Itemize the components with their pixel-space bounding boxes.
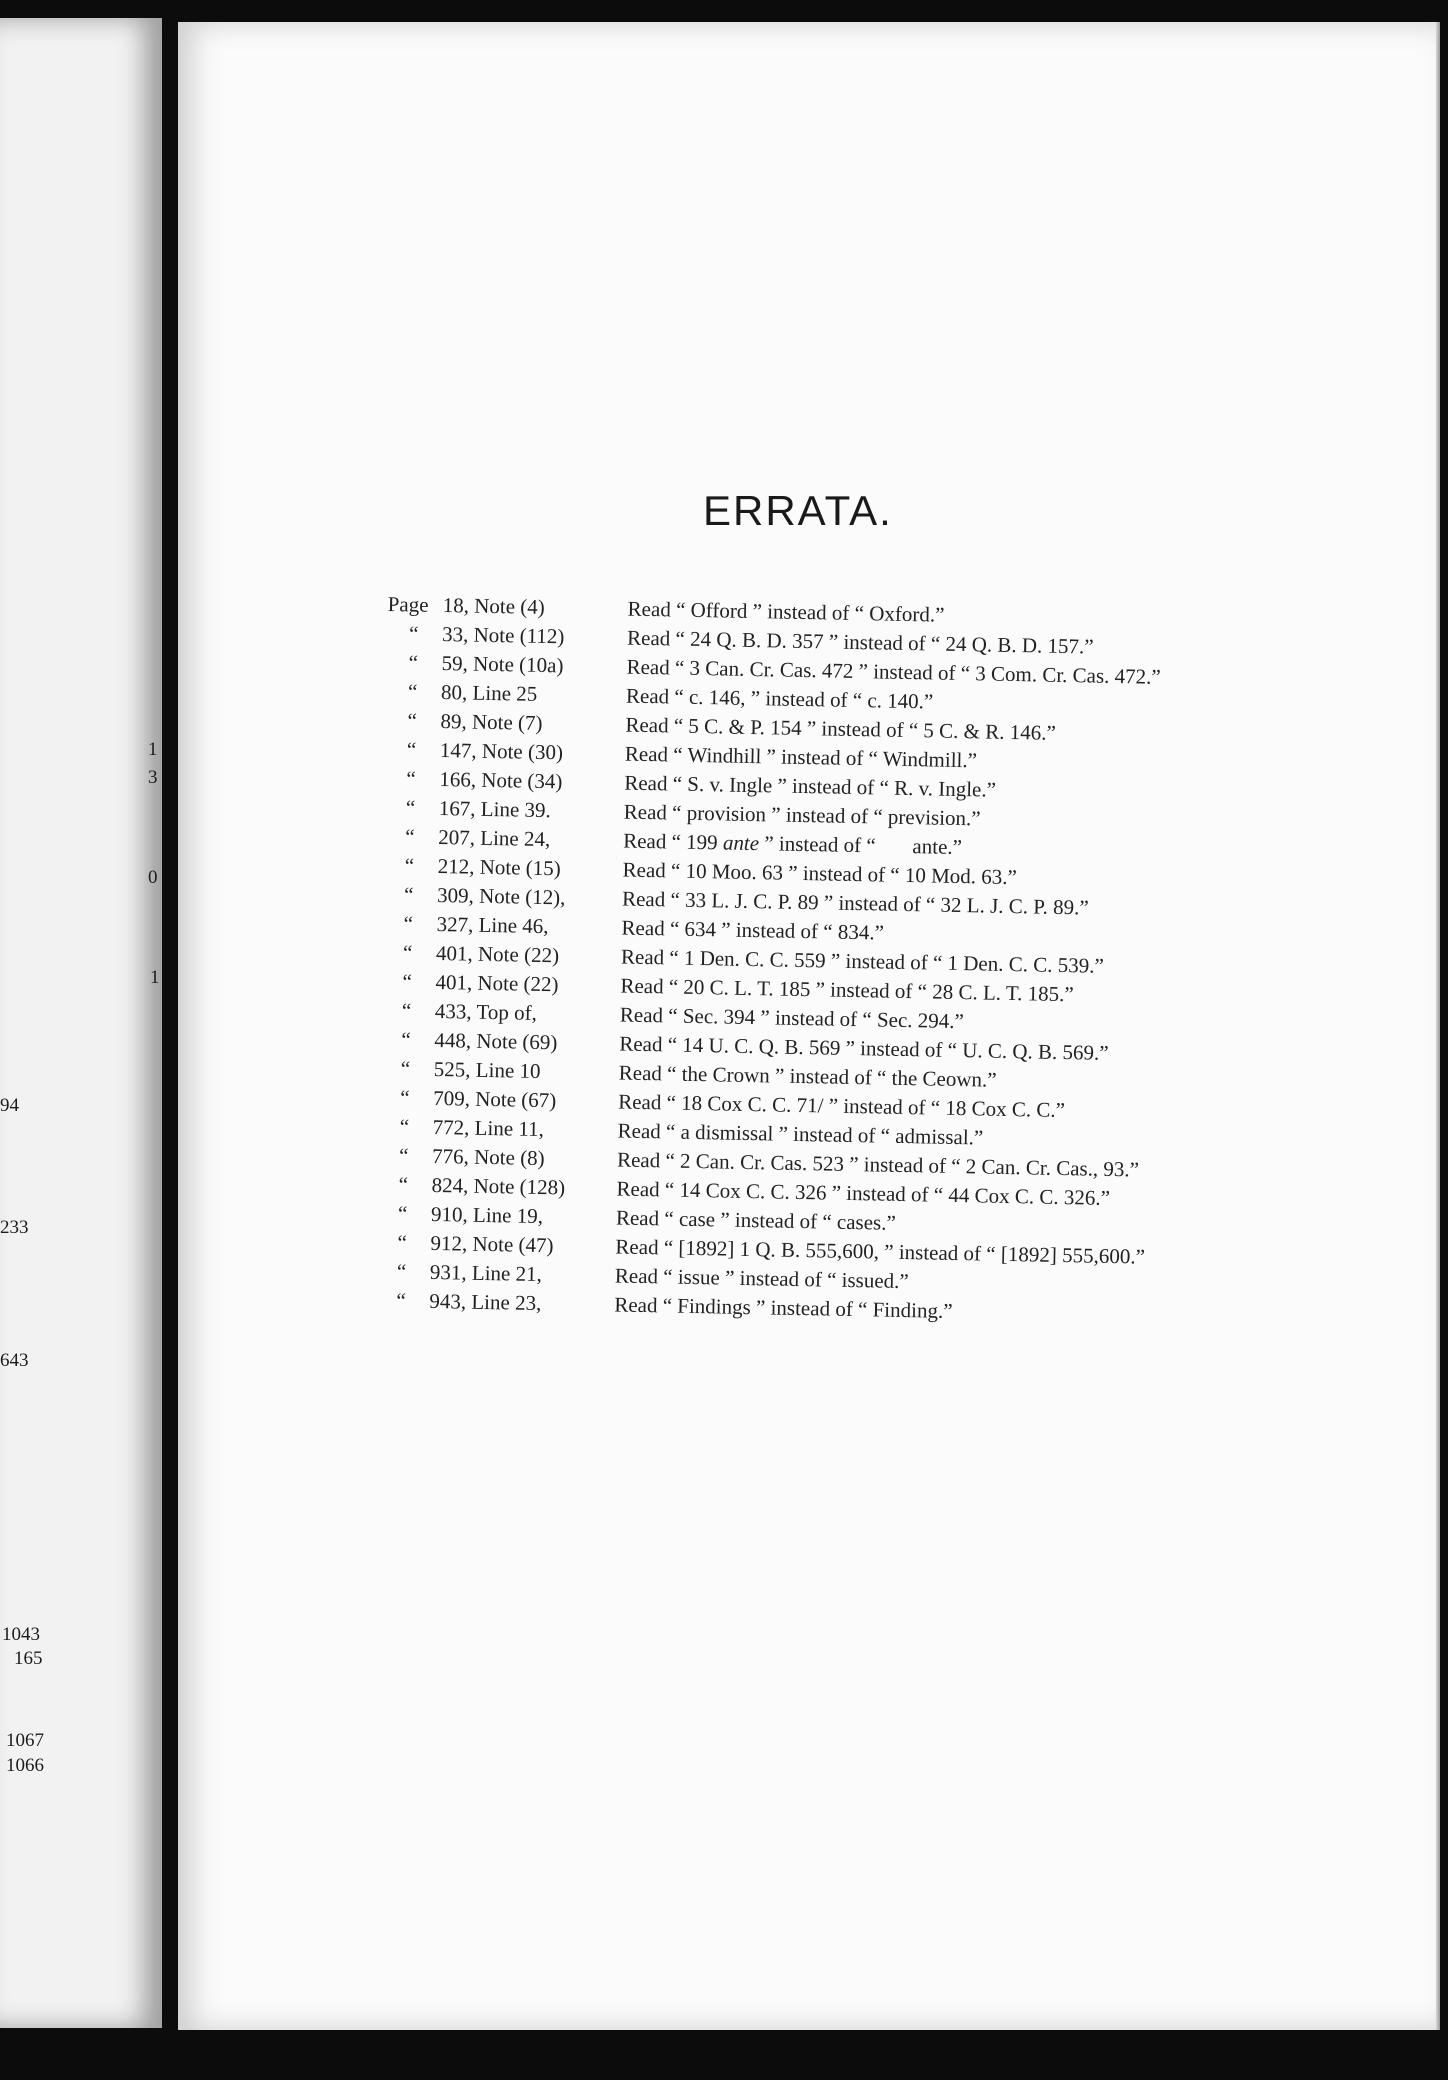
errata-reference: 776, Note (8) xyxy=(431,1143,545,1171)
errata-reference: 80, Line 25 xyxy=(440,680,538,706)
errata-correction: Read “ 2 Can. Cr. Cas. 523 ” instead of “ 2 Can. Cr. Cas., 93.” xyxy=(616,1147,1140,1182)
ditto-mark: “ xyxy=(406,766,416,791)
errata-correction: Read “ 3 Can. Cr. Cas. 472 ” instead of “ 3 Com. Cr. Cas. 472.” xyxy=(626,654,1161,689)
errata-reference: 772, Line 11, xyxy=(432,1114,545,1142)
errata-reference: 59, Note (10a) xyxy=(441,651,564,678)
page-title: ERRATA. xyxy=(703,487,893,534)
ditto-mark: “ xyxy=(401,998,412,1023)
page-edge xyxy=(1436,22,1440,2030)
errata-reference: 401, Note (22) xyxy=(435,969,559,997)
errata-correction: Read “ 20 C. L. T. 185 ” instead of “ 28 C. L. T. 185.” xyxy=(620,973,1074,1007)
page-label: Page xyxy=(387,591,429,617)
ditto-mark: “ xyxy=(407,679,418,704)
ditto-mark: “ xyxy=(398,1143,409,1168)
errata-correction: Read “ a dismissal ” instead of “ admissal.” xyxy=(617,1118,984,1150)
margin-number: 1043 xyxy=(2,1624,40,1645)
errata-reference: 147, Note (30) xyxy=(439,738,564,765)
margin-number: 1 xyxy=(150,967,160,988)
margin-number: 643 xyxy=(0,1350,29,1371)
margin-number: 94 xyxy=(0,1095,19,1116)
italic-ante: ante xyxy=(722,830,760,856)
errata-correction: Read “ 634 ” instead of “ 834.” xyxy=(621,915,885,945)
errata-reference: 824, Note (128) xyxy=(431,1172,566,1200)
margin-number: 0 xyxy=(148,867,158,888)
ditto-mark: “ xyxy=(399,1114,410,1139)
errata-page xyxy=(178,22,1440,2030)
errata-correction: Read “ 33 L. J. C. P. 89 ” instead of “ 32 L. J. C. P. 89.” xyxy=(621,886,1089,920)
errata-reference: 33, Note (112) xyxy=(441,622,565,649)
ditto-mark: “ xyxy=(408,621,419,646)
ditto-mark: “ xyxy=(398,1172,409,1197)
errata-reference: 931, Line 21, xyxy=(429,1259,543,1287)
ditto-mark: “ xyxy=(397,1201,408,1226)
correction-text: Read “ 199 xyxy=(623,828,724,855)
margin-number: 3 xyxy=(148,767,158,788)
errata-correction: Read “ S. v. Ingle ” instead of “ R. v. Ingle.” xyxy=(624,770,997,802)
ditto-mark: “ xyxy=(408,650,419,675)
errata-reference: 709, Note (67) xyxy=(433,1085,557,1113)
margin-number: 1067 xyxy=(6,1730,44,1751)
ditto-mark: “ xyxy=(402,940,413,965)
ditto-mark: “ xyxy=(406,737,417,762)
errata-reference: 943, Line 23, xyxy=(429,1288,542,1316)
errata-reference: 212, Note (15) xyxy=(437,854,561,881)
margin-number: 1066 xyxy=(6,1755,44,1776)
errata-reference: 18, Note (4) xyxy=(442,593,545,620)
errata-reference: 912, Note (47) xyxy=(430,1230,554,1258)
errata-reference: 401, Note (22) xyxy=(435,940,560,968)
errata-correction: Read “ 18 Cox C. C. 71/ ” instead of “ 18 Cox C. C.” xyxy=(617,1089,1066,1123)
ditto-mark: “ xyxy=(402,969,413,994)
ditto-mark: “ xyxy=(397,1230,408,1255)
errata-reference: 89, Note (7) xyxy=(440,709,543,735)
ditto-mark: “ xyxy=(403,882,414,907)
errata-reference: 433, Top of, xyxy=(434,998,538,1025)
errata-correction: Read “ 10 Moo. 63 ” instead of “ 10 Mod. 63.” xyxy=(622,857,1018,890)
errata-correction: Read “ case ” instead of “ cases.” xyxy=(615,1205,897,1235)
errata-correction: Read “ 1 Den. C. C. 559 ” instead of “ 1 Den. C. C. 539.” xyxy=(620,944,1105,978)
ditto-mark: “ xyxy=(400,1085,410,1110)
errata-correction: Read “ Sec. 394 ” instead of “ Sec. 294.” xyxy=(619,1002,965,1034)
errata-correction: Read “ 24 Q. B. D. 357 ” instead of “ 24 Q. B. D. 157.” xyxy=(626,625,1094,659)
ditto-mark: “ xyxy=(396,1288,406,1313)
errata-reference: 309, Note (12), xyxy=(436,883,566,910)
ditto-mark: “ xyxy=(403,911,414,936)
ditto-mark: “ xyxy=(405,795,416,820)
errata-correction: Read “ 14 U. C. Q. B. 569 ” instead of “ U. C. Q. B. 569.” xyxy=(619,1031,1109,1065)
errata-correction: Read “ the Crown ” instead of “ the Ceown.” xyxy=(618,1060,997,1092)
ditto-mark: “ xyxy=(396,1259,407,1284)
errata-correction: Read “ Windhill ” instead of “ Windmill.” xyxy=(624,741,978,773)
ditto-mark: “ xyxy=(401,1027,411,1052)
ditto-mark: “ xyxy=(405,824,415,849)
errata-list xyxy=(374,590,1268,1332)
errata-reference: 448, Note (69) xyxy=(434,1027,558,1055)
errata-reference: 910, Line 19, xyxy=(430,1201,544,1229)
correction-text: ” instead of “ ante.” xyxy=(758,831,963,860)
errata-correction: Read “ provision ” instead of “ prevision.” xyxy=(623,799,981,831)
errata-correction: Read “ c. 146, ” instead of “ c. 140.” xyxy=(625,683,934,714)
ditto-mark: “ xyxy=(404,853,415,878)
errata-correction: Read “ Findings ” instead of “ Finding.” xyxy=(614,1292,953,1323)
errata-correction: Read “ [1892] 1 Q. B. 555,600, ” instead of “ [1892] 555,600.” xyxy=(615,1234,1146,1269)
errata-correction: Read “ Offord ” instead of “ Oxford.” xyxy=(627,596,945,627)
ditto-mark: “ xyxy=(400,1056,411,1081)
errata-reference: 167, Line 39. xyxy=(438,796,552,823)
errata-reference: 327, Line 46, xyxy=(436,911,549,939)
errata-correction: Read “ 5 C. & P. 154 ” instead of “ 5 C. & R. 146.” xyxy=(625,712,1057,745)
margin-number: 165 xyxy=(14,1648,43,1669)
ditto-mark: “ xyxy=(407,708,418,733)
errata-correction: Read “ 14 Cox C. C. 326 ” instead of “ 44 Cox C. C. 326.” xyxy=(616,1176,1111,1210)
errata-reference: 166, Note (34) xyxy=(439,767,563,794)
margin-number: 233 xyxy=(0,1217,29,1238)
previous-page-edge xyxy=(0,18,162,2028)
margin-number: 1 xyxy=(148,739,158,760)
errata-correction: Read “ issue ” instead of “ issued.” xyxy=(614,1263,909,1294)
errata-reference: 207, Line 24, xyxy=(438,825,551,852)
errata-reference: 525, Line 10 xyxy=(433,1056,541,1084)
